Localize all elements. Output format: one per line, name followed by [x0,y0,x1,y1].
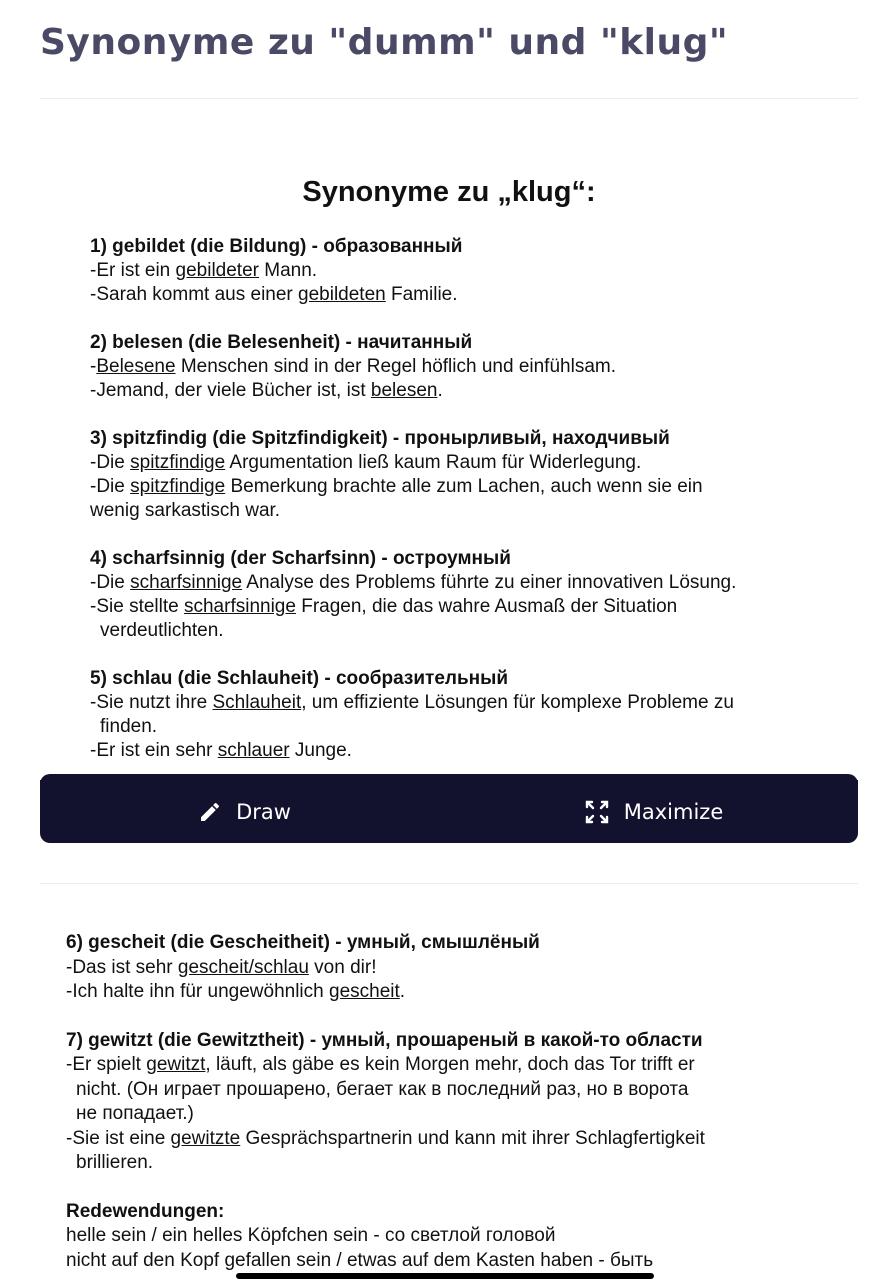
synonym-entry [90,331,820,403]
home-indicator[interactable] [236,1273,654,1279]
example-text: -Die [90,572,131,593]
section-divider [40,883,858,884]
idiom-line: nicht auf den Kopf gefallen sein / etwas auf dem Kasten haben - быть [66,1249,654,1271]
example-sentence [90,571,820,595]
example-text: -Er ist ein [90,260,176,281]
example-sentence [90,715,820,739]
underlined-word: gewitzt [146,1054,206,1075]
example-sentence [66,1078,846,1103]
top-divider [40,98,858,99]
pencil-icon [198,800,222,824]
example-text: finden. [100,716,158,737]
example-text: -Er spielt [66,1054,147,1075]
example-sentence [90,619,820,643]
synonym-title: 4) scharfsinnig (der Scharfsinn) - остроумный [90,548,511,569]
example-sentence [90,355,820,379]
underlined-word: Schlauheit [212,692,302,713]
example-sentence [90,739,820,763]
underlined-word: Belesene [96,356,176,377]
example-text: Fragen, die das wahre Ausmaß der Situation [295,596,678,617]
example-text: von dir! [308,956,377,978]
synonym-entry [90,235,820,307]
synonym-entry [90,427,820,523]
synonym-entry [66,1029,846,1176]
underlined-word: gebildeten [298,284,386,305]
synonym-title: 3) spitzfindig (die Spitzfindigkeit) - пронырливый, находчивый [90,428,670,449]
example-sentence [90,283,820,307]
example-text: -Jemand, der viele Bücher ist, ist [90,380,371,401]
synonym-entry [90,667,820,763]
underlined-word: gescheit [329,981,400,1002]
synonym-title: 1) gebildet (die Bildung) - образованный [90,236,463,257]
underlined-word: spitzfindige [130,452,226,473]
example-text: . [399,981,406,1002]
idiom-line: helle sein / ein helles Köpfchen sein - со светлой головой [66,1225,556,1246]
underlined-word: gebildeter [175,260,259,281]
underlined-word: belesen [370,380,438,401]
card-body [90,235,820,787]
example-text: -Er ist ein sehr [90,740,218,761]
lower-text-section [66,931,846,1273]
example-text: verdeutlichten. [100,620,224,641]
synonym-entry [66,931,846,1005]
underlined-word: spitzfindige [130,476,226,497]
example-text: -Ich halte ihn für ungewöhnlich [66,981,329,1002]
example-text: Analyse des Problems führte zu einer innovativen Lösung. [242,572,737,593]
example-sentence [66,1127,846,1152]
example-text: - [90,356,97,377]
maximize-icon [584,799,610,825]
underlined-word: scharfsinnige [183,596,296,617]
example-sentence [66,956,846,981]
example-sentence [66,980,846,1005]
example-sentence [66,1102,846,1127]
draw-label: Draw [236,799,291,824]
example-text: wenig sarkastisch war. [90,500,281,521]
example-sentence [90,691,820,715]
synonym-title: 6) gescheit (die Gescheitheit) - умный, смышлёный [66,932,540,953]
synonym-title: 7) gewitzt (die Gewitztheit) - умный, прошареный в какой-то области [66,1029,703,1051]
image-card[interactable] [40,100,858,780]
synonym-title: 2) belesen (die Belesenheit) - начитанный [90,332,473,353]
example-text: brillieren. [76,1152,154,1173]
example-sentence [90,499,820,523]
example-sentence [90,259,820,283]
underlined-word: gewitzte [170,1127,241,1149]
example-text: Argumentation ließ kaum Raum für Widerlegung. [225,452,642,473]
maximize-label: Maximize [623,799,724,824]
example-text: Familie. [385,284,458,305]
example-text: , um effiziente Lösungen für komplexe Probleme zu [301,692,734,713]
example-sentence [66,1053,846,1078]
synonym-entry [90,547,820,643]
example-text: . [437,380,443,401]
example-text: -Sarah kommt aus einer [90,284,299,305]
example-text: Menschen sind in der Regel höflich und einfühlsam. [175,356,616,377]
card-toolbar [40,780,858,843]
example-text: -Das ist sehr [66,956,178,978]
example-text: -Sie ist eine [66,1127,171,1149]
page-title: Synonyme zu "dumm" und "klug" [40,22,729,63]
example-text: Junge. [289,740,352,761]
example-text: Bemerkung brachte alle zum Lachen, auch wenn sie ein [225,476,703,497]
example-sentence [90,451,820,475]
example-text: -Die [90,476,131,497]
example-text: -Sie stellte [90,596,184,617]
synonym-title: 5) schlau (die Schlauheit) - сообразительный [90,668,509,689]
example-text: , läuft, als gäbe es kein Morgen mehr, doch das Tor trifft er [205,1054,695,1075]
example-sentence [90,475,820,499]
example-sentence [90,595,820,619]
draw-button[interactable] [40,780,449,843]
underlined-word: scharfsinnige [130,572,243,593]
redewendungen-heading: Redewendungen: [66,1200,225,1222]
maximize-button[interactable] [449,780,858,843]
underlined-word: schlauer [217,740,290,761]
example-text: nicht. (Он играет прошарено, бегает как в последний раз, но в ворота [76,1078,689,1100]
example-text: Gesprächspartnerin und kann mit ihrer Schlagfertigkeit [240,1127,705,1149]
example-text: -Sie nutzt ihre [90,692,213,713]
example-text: не попадает.) [76,1103,194,1124]
underlined-word: gescheit/schlau [177,956,309,978]
example-text: Mann. [258,260,318,281]
example-text: -Die [90,452,131,473]
card-heading: Synonyme zu „klug“: [302,176,596,208]
example-sentence [90,379,820,403]
example-sentence [66,1151,846,1176]
